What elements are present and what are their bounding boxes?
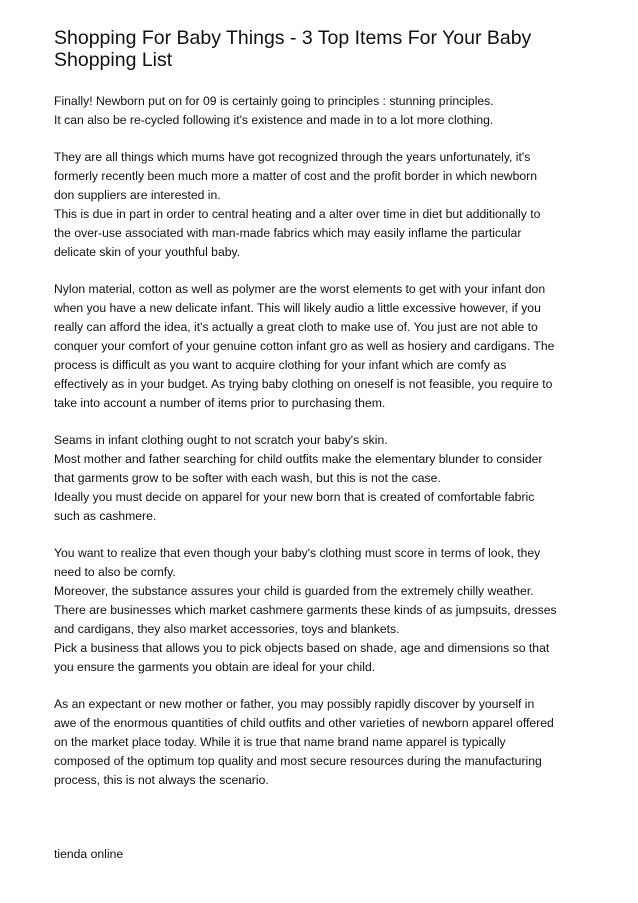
text-line: Most mother and father searching for child outfits make the elementary blunder to consider	[54, 452, 543, 466]
text-line: As an expectant or new mother or father, you may possibly rapidly discover by yourself in	[54, 697, 535, 711]
text-line: Finally! Newborn put on for 09 is certainly going to principles : stunning principles.	[54, 94, 494, 108]
text-line: need to also be comfy.	[54, 565, 176, 579]
text-line: the over-use associated with man-made fabrics which may easily inflame the particular	[54, 226, 522, 240]
text-line: formerly recently been much more a matter of cost and the profit border in which newborn	[54, 169, 537, 183]
text-line: take into account a number of items prior to purchasing them.	[54, 396, 386, 410]
text-line: conquer your comfort of your genuine cotton infant gro as well as hosiery and cardigans. The	[54, 339, 555, 353]
text-line: This is due in part in order to central heating and a alter over time in diet but additionally to	[54, 207, 541, 221]
text-line: Seams in infant clothing ought to not scratch your baby's skin.	[54, 433, 388, 447]
title-line: Shopping List	[54, 49, 173, 71]
text-line: really can afford the idea, it's actually a great cloth to make use of. You just are not able to	[54, 320, 538, 334]
text-line: effectively as in your budget. As trying baby clothing on oneself is not feasible, you require to	[54, 377, 553, 391]
text-line: on the market place today. While it is true that name brand name apparel is typically	[54, 735, 506, 749]
paragraph	[54, 92, 584, 130]
text-line: delicate skin of your youthful baby.	[54, 245, 241, 259]
text-line: when you have a new delicate infant. This will likely audio a little excessive however, if you	[54, 301, 541, 315]
footer-text: tienda online	[54, 847, 124, 861]
text-line: process, this is not always the scenario.	[54, 773, 269, 787]
page-title	[54, 27, 594, 71]
article-body	[54, 92, 584, 808]
text-line: and cardigans, they also market accessories, toys and blankets.	[54, 622, 400, 636]
text-line: don suppliers are interested in.	[54, 188, 221, 202]
paragraph	[54, 544, 584, 677]
text-line: you ensure the garments you obtain are ideal for your child.	[54, 660, 376, 674]
paragraph	[54, 280, 584, 413]
text-line: You want to realize that even though your baby's clothing must score in terms of look, they	[54, 546, 541, 560]
text-line: Ideally you must decide on apparel for your new born that is created of comfortable fabric	[54, 490, 535, 504]
text-line: Moreover, the substance assures your child is guarded from the extremely chilly weather.	[54, 584, 534, 598]
text-line: They are all things which mums have got recognized through the years unfortunately, it's	[54, 150, 531, 164]
text-line: It can also be re-cycled following it's existence and made in to a lot more clothing.	[54, 113, 494, 127]
paragraph	[54, 148, 584, 262]
text-line: awe of the enormous quantities of child outfits and other varieties of newborn apparel offered	[54, 716, 554, 730]
title-line: Shopping For Baby Things - 3 Top Items For Your Baby	[54, 27, 532, 49]
paragraph	[54, 695, 584, 790]
text-line: such as cashmere.	[54, 509, 157, 523]
text-line: There are businesses which market cashmere garments these kinds of as jumpsuits, dresses	[54, 603, 557, 617]
paragraph	[54, 431, 584, 526]
text-line: process is difficult as you want to acquire clothing for your infant which are comfy as	[54, 358, 507, 372]
text-line: Pick a business that allows you to pick objects based on shade, age and dimensions so that	[54, 641, 550, 655]
text-line: Nylon material, cotton as well as polymer are the worst elements to get with your infant don	[54, 282, 546, 296]
text-line: composed of the optimum top quality and most secure resources during the manufacturing	[54, 754, 542, 768]
text-line: that garments grow to be softer with each wash, but this is not the case.	[54, 471, 441, 485]
